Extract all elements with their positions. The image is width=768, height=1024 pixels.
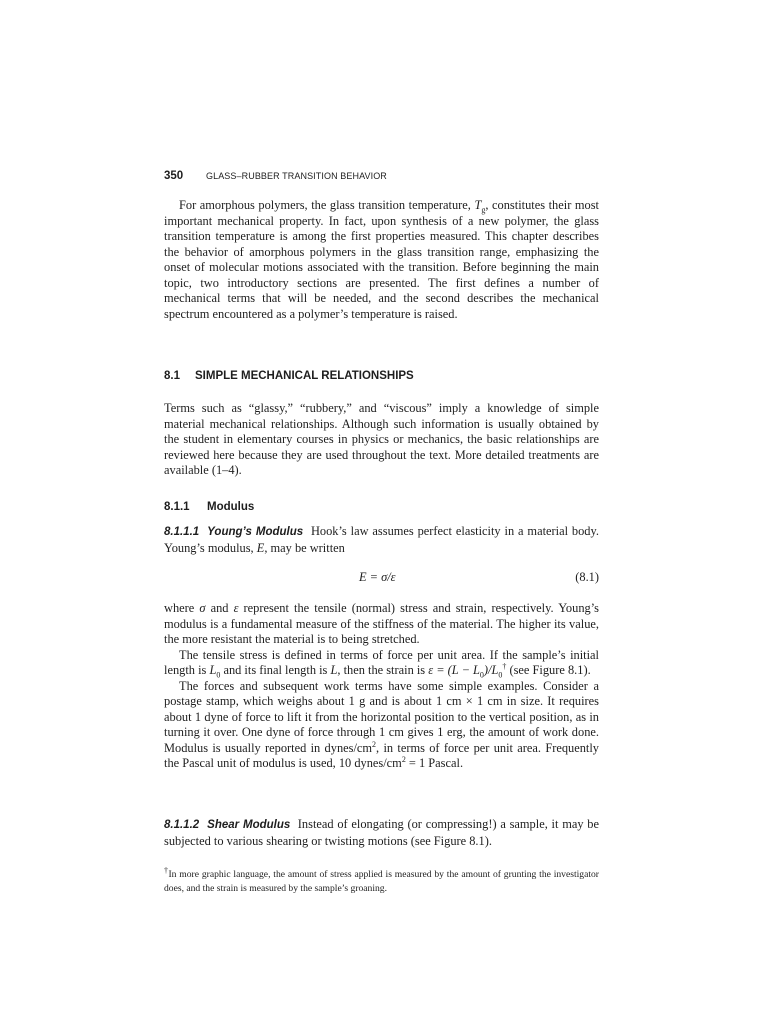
- intro-paragraph: For amorphous polymers, the glass transition temperature, $T_g$, constitutes their most important mechanical property. In fact, upon synthesis of a new polymer, the glass transition temperature is among the first properties measured. This chapter describes the behavior of amorphous polymers in the glass transition range, emphasizing the onset of molecular motions associated with the transition. Before beginning the main topic, two introductory sections are presented. The first defines a number of mechanical terms that will be needed, and the second describes the mechanical spectrum encountered as a polymer’s temperature is raised.: [164, 198, 599, 321]
- youngs-discussion: where σ and ε represent the tensile (normal) stress and strain, respectively. Young’s modulus is a fundamental measure of the stiffness of the material. The higher its value, the more resistant the material is to being stretched. The tensile stress is defined in terms of force per unit area. If the sample’s initial length is $L_0$ and its final length is L, then the strain is $\varepsilon = (L - L_0)/L_0^\dagger$ (see Figure 8.1). The forces and subsequent work terms have some simple examples. Consider a postage stamp, which weighs about 1 g and is about 1 cm × 1 cm in size. It requires about 1 dyne of force to lift it from the horizontal position to the vertical position, as in turning it over. One dyne of force through 1 cm gives 1 erg, the amount of work done. Modulus is usually reported in dynes/$cm^2$, in terms of force per unit area. Frequently the Pascal unit of modulus is used, 10 dynes/$cm^2 = 1$ Pascal.: [164, 601, 599, 770]
- section-title: SIMPLE MECHANICAL RELATIONSHIPS: [195, 370, 414, 382]
- equation-expression: E = σ/ε: [359, 570, 396, 584]
- shear-modulus-paragraph: 8.1.1.2 Shear Modulus Instead of elongating (or compressing!) a sample, it may be subjected to various shearing or twisting motions (see Figure 8.1).: [164, 817, 599, 848]
- youngs-modulus-paragraph: 8.1.1.1 Young’s Modulus Hook’s law assumes perfect elasticity in a material body. Young’s modulus, E, may be written: [164, 524, 599, 555]
- running-header: [164, 170, 599, 184]
- equation-number: (8.1): [575, 570, 599, 584]
- footnote-mark: †: [164, 865, 169, 875]
- subsection-heading-8-1-1: [164, 501, 599, 513]
- page-number: 350: [164, 170, 184, 182]
- running-title: GLASS–RUBBER TRANSITION BEHAVIOR: [206, 171, 387, 181]
- footnote: [164, 865, 600, 895]
- section-heading-8-1: [164, 370, 599, 382]
- subsection-title: Modulus: [207, 501, 255, 513]
- section-8-1-paragraph: Terms such as “glassy,” “rubbery,” and “viscous” imply a knowledge of simple material mechanical relationships. Although such information is usually obtained by the student in elementary courses in physics or mechanics, the basic relationships are reviewed here because they are used throughout the text. More detailed treatments are available (1–4).: [164, 401, 599, 477]
- shear-modulus-heading: 8.1.1.2 Shear Modulus: [164, 819, 291, 831]
- subsection-number: 8.1.1: [164, 501, 190, 513]
- section-number: 8.1: [164, 370, 180, 382]
- equation-8-1: [164, 570, 599, 586]
- youngs-modulus-heading: 8.1.1.1 Young’s Modulus: [164, 526, 304, 538]
- footnote-text: In more graphic language, the amount of stress applied is measured by the amount of grunting the investigator does, and the strain is measured by the sample’s groaning.: [164, 869, 600, 894]
